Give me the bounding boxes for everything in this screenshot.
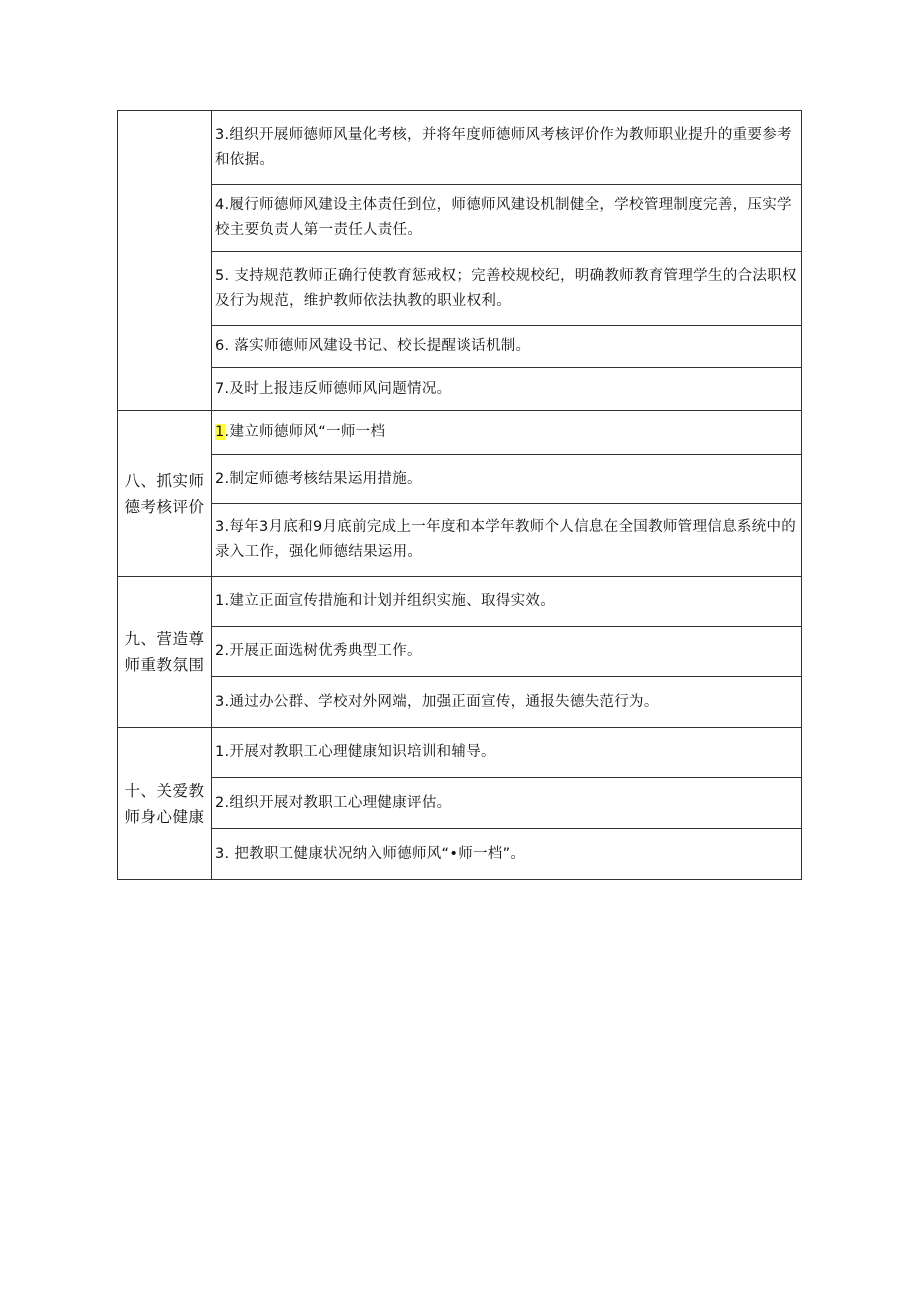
table-row [118,252,802,326]
item-text: 1.开展对教职工心理健康知识培训和辅导。 [215,744,496,760]
table-row [118,577,802,627]
item-text: 5. 支持规范教师正确行使教育惩戒权；完善校规校纪，明确教师教育管理学生的合法职权及行为规范，维护教师依法执教的职业权利。 [215,267,797,309]
item-cell [212,778,802,829]
item-text: 2.组织开展对教职工心理健康评估。 [215,794,452,811]
item-cell [212,326,802,368]
item-text: 3.通过办公群、学校对外网端，加强正面宣传，通报失德失范行为。 [215,693,659,710]
item-text: .建立师德师风“一师一档 [224,424,386,440]
table-row [118,411,802,455]
table-row [118,185,802,252]
item-text: 7.及时上报违反师德师风问题情况。 [215,380,452,397]
table-row [118,829,802,880]
category-cell [118,411,212,577]
item-text: 1.建立正面宣传措施和计划并组织实施、取得实效。 [215,593,556,609]
item-cell [212,411,802,455]
item-cell [212,677,802,728]
item-text: 3.每年3月底和9月底前完成上一年度和本学年教师个人信息在全国教师管理信息系统中的录入工作，强化师德结果运用。 [215,519,797,560]
table-row [118,326,802,368]
item-text: 3.组织开展师德师风量化考核，并将年度师德师风考核评价作为教师职业提升的重要参考和依据。 [215,126,792,168]
item-cell [212,728,802,778]
table-row [118,455,802,504]
item-text: 3. 把教职工健康状况纳入师德师风“•师一档”。 [215,845,526,862]
table-row [118,728,802,778]
category-cell [118,577,212,728]
item-cell [212,829,802,880]
category-cell [118,728,212,880]
category-label: 八、抓实师德考核评价 [124,471,205,516]
item-cell [212,111,802,185]
item-cell [212,504,802,577]
table-row [118,368,802,411]
item-cell [212,185,802,252]
item-cell [212,455,802,504]
highlighted-number: 1 [215,424,225,440]
item-cell [212,627,802,677]
item-text: 6. 落实师德师风建设书记、校长提醒谈话机制。 [215,338,531,354]
item-cell [212,577,802,627]
table-row [118,778,802,829]
item-text: 2.制定师德考核结果运用措施。 [215,470,422,487]
item-text: 4.履行师德师风建设主体责任到位，师德师风建设机制健全，学校管理制度完善，压实学校主要负责人第一责任人责任。 [215,197,792,238]
standards-table [117,110,802,880]
table-row [118,504,802,577]
table-row [118,111,802,185]
category-label: 十、关爱教师身心健康 [124,781,205,826]
item-text: 2.开展正面选树优秀典型工作。 [215,643,422,659]
category-cell-continued [118,111,212,411]
item-cell [212,368,802,411]
category-label: 九、营造尊师重教氛围 [124,630,205,674]
table-row [118,627,802,677]
table-row [118,677,802,728]
item-cell [212,252,802,326]
